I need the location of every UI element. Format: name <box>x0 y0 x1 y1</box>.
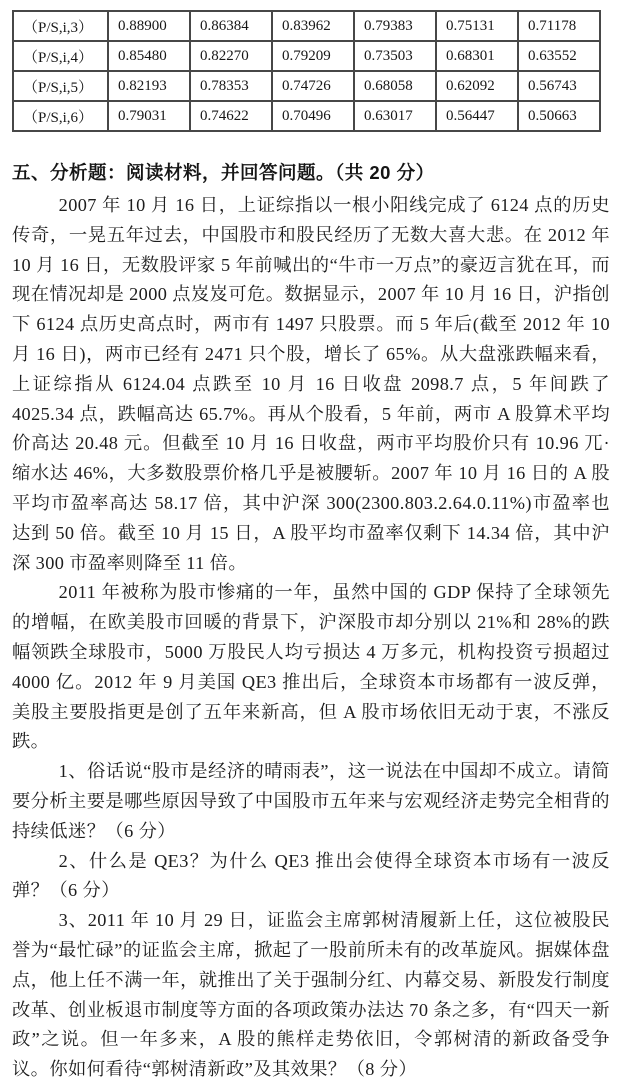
value-cell: 0.79209 <box>272 41 354 71</box>
ps-ratio-table <box>12 10 601 132</box>
value-cell: 0.85480 <box>108 41 190 71</box>
table-row <box>13 101 600 131</box>
value-cell: 0.71178 <box>518 11 600 41</box>
material-paragraph-2: 2011 年被称为股市惨痛的一年，虽然中国的 GDP 保持了全球领先的增幅，在欧美股市回暖的背景下，沪深股市却分别以 21%和 28%的跌幅领跌全球股市，5000 万股民人均亏损达 4 万多元，机构投资亏损超过 4000 亿。2012 年 9 月美国 QE3 推出后，全球资本市场都有一波反弹，美股主要股指更是创了五年来新高，但 A 股市场依旧无动于衷，不涨反跌。 <box>12 582 610 752</box>
value-cell: 0.56743 <box>518 71 600 101</box>
row-label-cell: （P/S,i,3） <box>13 11 108 41</box>
value-cell: 0.68301 <box>436 41 518 71</box>
value-cell: 0.82270 <box>190 41 272 71</box>
value-cell: 0.78353 <box>190 71 272 101</box>
ps-ratio-table-body <box>13 11 600 131</box>
value-cell: 0.56447 <box>436 101 518 131</box>
row-label-cell: （P/S,i,6） <box>13 101 108 131</box>
question-3: 3、2011 年 10 月 29 日，证监会主席郭树清履新上任，这位被股民誉为“最忙碌”的证监会主席，掀起了一股前所未有的改革旋风。据媒体盘点，他上任不满一年，就推出了关于强制分红、内幕交易、新股发行制度改革、创业板退市制度等方面的各项政策办法达 70 条之多，有“四天一新政”之说。但一年多来，A 股的熊样走势依旧，令郭树清的新政备受争议。你如何看待“郭树清新政”及其效果？（8 分） <box>12 910 610 1080</box>
value-cell: 0.63017 <box>354 101 436 131</box>
section-heading: 五、分析题：阅读材料，并回答问题。（共 20 分） <box>12 162 435 183</box>
value-cell: 0.68058 <box>354 71 436 101</box>
value-cell: 0.88900 <box>108 11 190 41</box>
value-cell: 0.74622 <box>190 101 272 131</box>
table-row <box>13 41 600 71</box>
material-paragraph-1: 2007 年 10 月 16 日，上证综指以一根小阳线完成了 6124 点的历史传奇，一晃五年过去，中国股市和股民经历了无数大喜大悲。在 2012 年 10 月 16 日，无数股评家 5 年前喊出的“牛市一万点”的豪迈言犹在耳，而现在情况却是 2000 点岌岌可危。数据显示，2007 年 10 月 16 日，沪指创下 6124 点历史高点时，两市有 1497 只股票。而 5 年后(截至 2012 年 10 月 16 日)，两市已经有 2471 只个股，增长了 65%。从大盘涨跌幅来看，上证综指从 6124.04 点跌至 10 月 16 日收盘 2098.7 点，5 年间跌了 4025.34 点，跌幅高达 65.7%。再从个股看，5 年前，两市 A 股算术平均价高达 20.48 元。但截至 10 月 16 日收盘，两市平均股价只有 10.96 兀·缩水达 46%，大多数股票价格几乎是被腰斩。2007 年 10 月 16 日的 A 股平均市盈率高达 58.17 倍，其中沪深 300(2300.803.2.64.0.11%)市盈率也达到 50 倍。截至 10 月 15 日，A 股平均市盈率仅剩下 14.34 倍，其中沪深 300 市盈率则降至 11 倍。 <box>12 195 610 573</box>
value-cell: 0.79383 <box>354 11 436 41</box>
table-row <box>13 71 600 101</box>
value-cell: 0.86384 <box>190 11 272 41</box>
value-cell: 0.73503 <box>354 41 436 71</box>
value-cell: 0.50663 <box>518 101 600 131</box>
value-cell: 0.75131 <box>436 11 518 41</box>
row-label-cell: （P/S,i,5） <box>13 71 108 101</box>
value-cell: 0.83962 <box>272 11 354 41</box>
value-cell: 0.82193 <box>108 71 190 101</box>
value-cell: 0.63552 <box>518 41 600 71</box>
table-row <box>13 11 600 41</box>
row-label-cell: （P/S,i,4） <box>13 41 108 71</box>
question-2: 2、什么是 QE3？为什么 QE3 推出会使得全球资本市场有一波反弹？（6 分） <box>12 850 610 901</box>
value-cell: 0.62092 <box>436 71 518 101</box>
value-cell: 0.70496 <box>272 101 354 131</box>
value-cell: 0.74726 <box>272 71 354 101</box>
value-cell: 0.79031 <box>108 101 190 131</box>
question-1: 1、俗话说“股市是经济的晴雨表”，这一说法在中国却不成立。请简要分析主要是哪些原因导致了中国股市五年来与宏观经济走势完全相背的持续低迷？（6 分） <box>12 761 610 841</box>
